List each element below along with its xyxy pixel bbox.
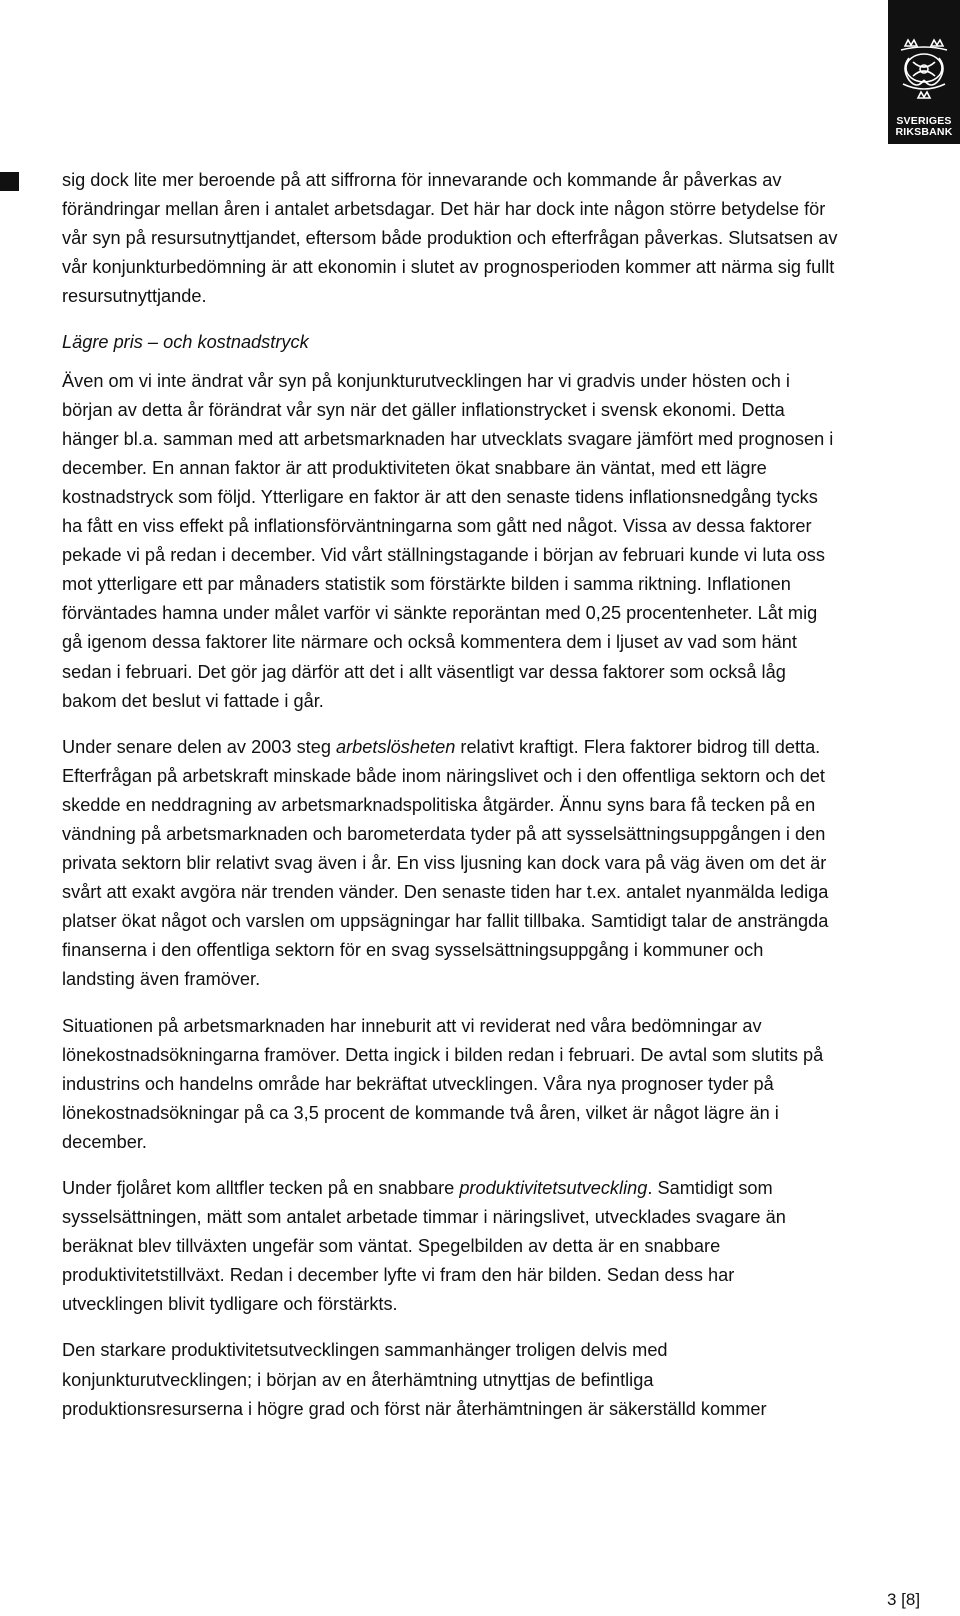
logo-text-riksbank: RIKSBANK [895,126,953,138]
logo-text-sveriges: SVERIGES [896,115,952,127]
paragraph-5-text-b: . Samtidigt som sysselsättningen, mätt som antalet arbetade timmar i näringslivet, utvecklades svagare än beräknat blev tillväxten ungefär som väntat. Spegelbilden av detta är en snabbare produktivitetstillväxt. Redan i december lyfte vi fram den här bilden. Sedan dess har utvecklingen blivit tydligare och förstärkts. [62,1178,786,1315]
paragraph-3-text-b: relativt kraftigt. Flera faktorer bidrog till detta. Efterfrågan på arbetskraft minskade både inom näringslivet och i den offentliga sektorn och det skedde en neddragning av arbetsmarknadspolitiska åtgärder. Ännu syns bara få tecken på en vändning på arbetsmarknaden och barometerdata tyder på att sysselsättningsuppgången i den privata sektorn blir relativt svag även i år. En viss ljusning kan dock vara på väg även om det är svårt att exakt avgöra när trenden vänder. Den senaste tiden har t.ex. antalet nyanmälda lediga platser ökat något och varslen om uppsägningar har fallit tillbaka. Samtidigt talar de ansträngda finanserna i den offentliga sektorn för en svag sysselsättningsuppgång i kommuner och landsting även framöver. [62,736,829,990]
paragraph-5 [62,1174,838,1319]
paragraph-5-emphasis: produktivitetsutveckling [459,1178,648,1198]
paragraph-2: Även om vi inte ändrat vår syn på konjunkturutvecklingen har vi gradvis under hösten och i början av detta år förändrat vår syn när det gäller inflationstrycket i svensk ekonomi. Detta hänger bl.a. samman med att arbetsmarknaden har utvecklats svagare jämfört med prognosen i december. En annan faktor är att produktiviteten ökat snabbare än väntat, med ett lägre kostnadstryck som följd. Ytterligare en faktor är att den senaste tidens inflationsnedgång tycks ha fått en viss effekt på inflationsförväntningarna som gått ned något. Vissa av dessa faktorer pekade vi på redan i december. Vid vårt ställningstagande i början av februari kunde vi luta oss mot ytterligare ett par månaders statistik som förstärkte bilden i samma riktning. Inflationen förväntades hamna under målet varför vi sänkte reporäntan med 0,25 procentenheter. Låt mig gå igenom dessa faktorer lite närmare och också kommentera dem i ljuset av vad som hänt sedan i februari. Det gör jag därför att det i allt väsentligt var dessa faktorer som också låg bakom det beslut vi fattade i går. [62,370,834,711]
paragraph-3-text-a: Under senare delen av 2003 steg [62,736,337,757]
document-body [62,166,838,1441]
section-marker [0,172,19,191]
page-number: 3 [8] [887,1590,921,1609]
paragraph-5-text-a: Under fjolåret kom alltfler tecken på en snabbare [62,1178,460,1198]
paragraph-3 [62,733,838,995]
paragraph-6: Den starkare produktivitetsutvecklingen sammanhänger troligen delvis med konjunkturutvecklingen; i början av en återhämtning utnyttjas de befintliga produktionsresurserna i högre grad och först när återhämtningen är säkerställd kommer [62,1340,767,1419]
section-heading: Lägre pris – och kostnadstryck [62,332,309,353]
paragraph-1: sig dock lite mer beroende på att siffrorna för innevarande och kommande år påverkas av förändringar mellan åren i antalet arbetsdagar. Det här har dock inte någon större betydelse för vår syn på resursutnyttjandet, eftersom både produktion och efterfrågan påverkas. Slutsatsen av vår konjunkturbedömning är att ekonomin i slutet av prognosperioden kommer att närma sig fullt resursutnyttjande. [62,170,838,307]
paragraph-4: Situationen på arbetsmarknaden har inneburit att vi reviderat ned våra bedömningar av lönekostnadsökningarna framöver. Detta ingick i bilden redan i februari. De avtal som slutits på industrins och handelns område har bekräftat utvecklingen. Våra nya prognoser tyder på lönekostnadsökningar på ca 3,5 procent de kommande två åren, vilket är något lägre än i december. [62,1015,824,1152]
crown-emblem-icon [895,36,953,108]
riksbank-logo [888,0,960,144]
paragraph-3-emphasis: arbetslösheten [336,736,456,757]
